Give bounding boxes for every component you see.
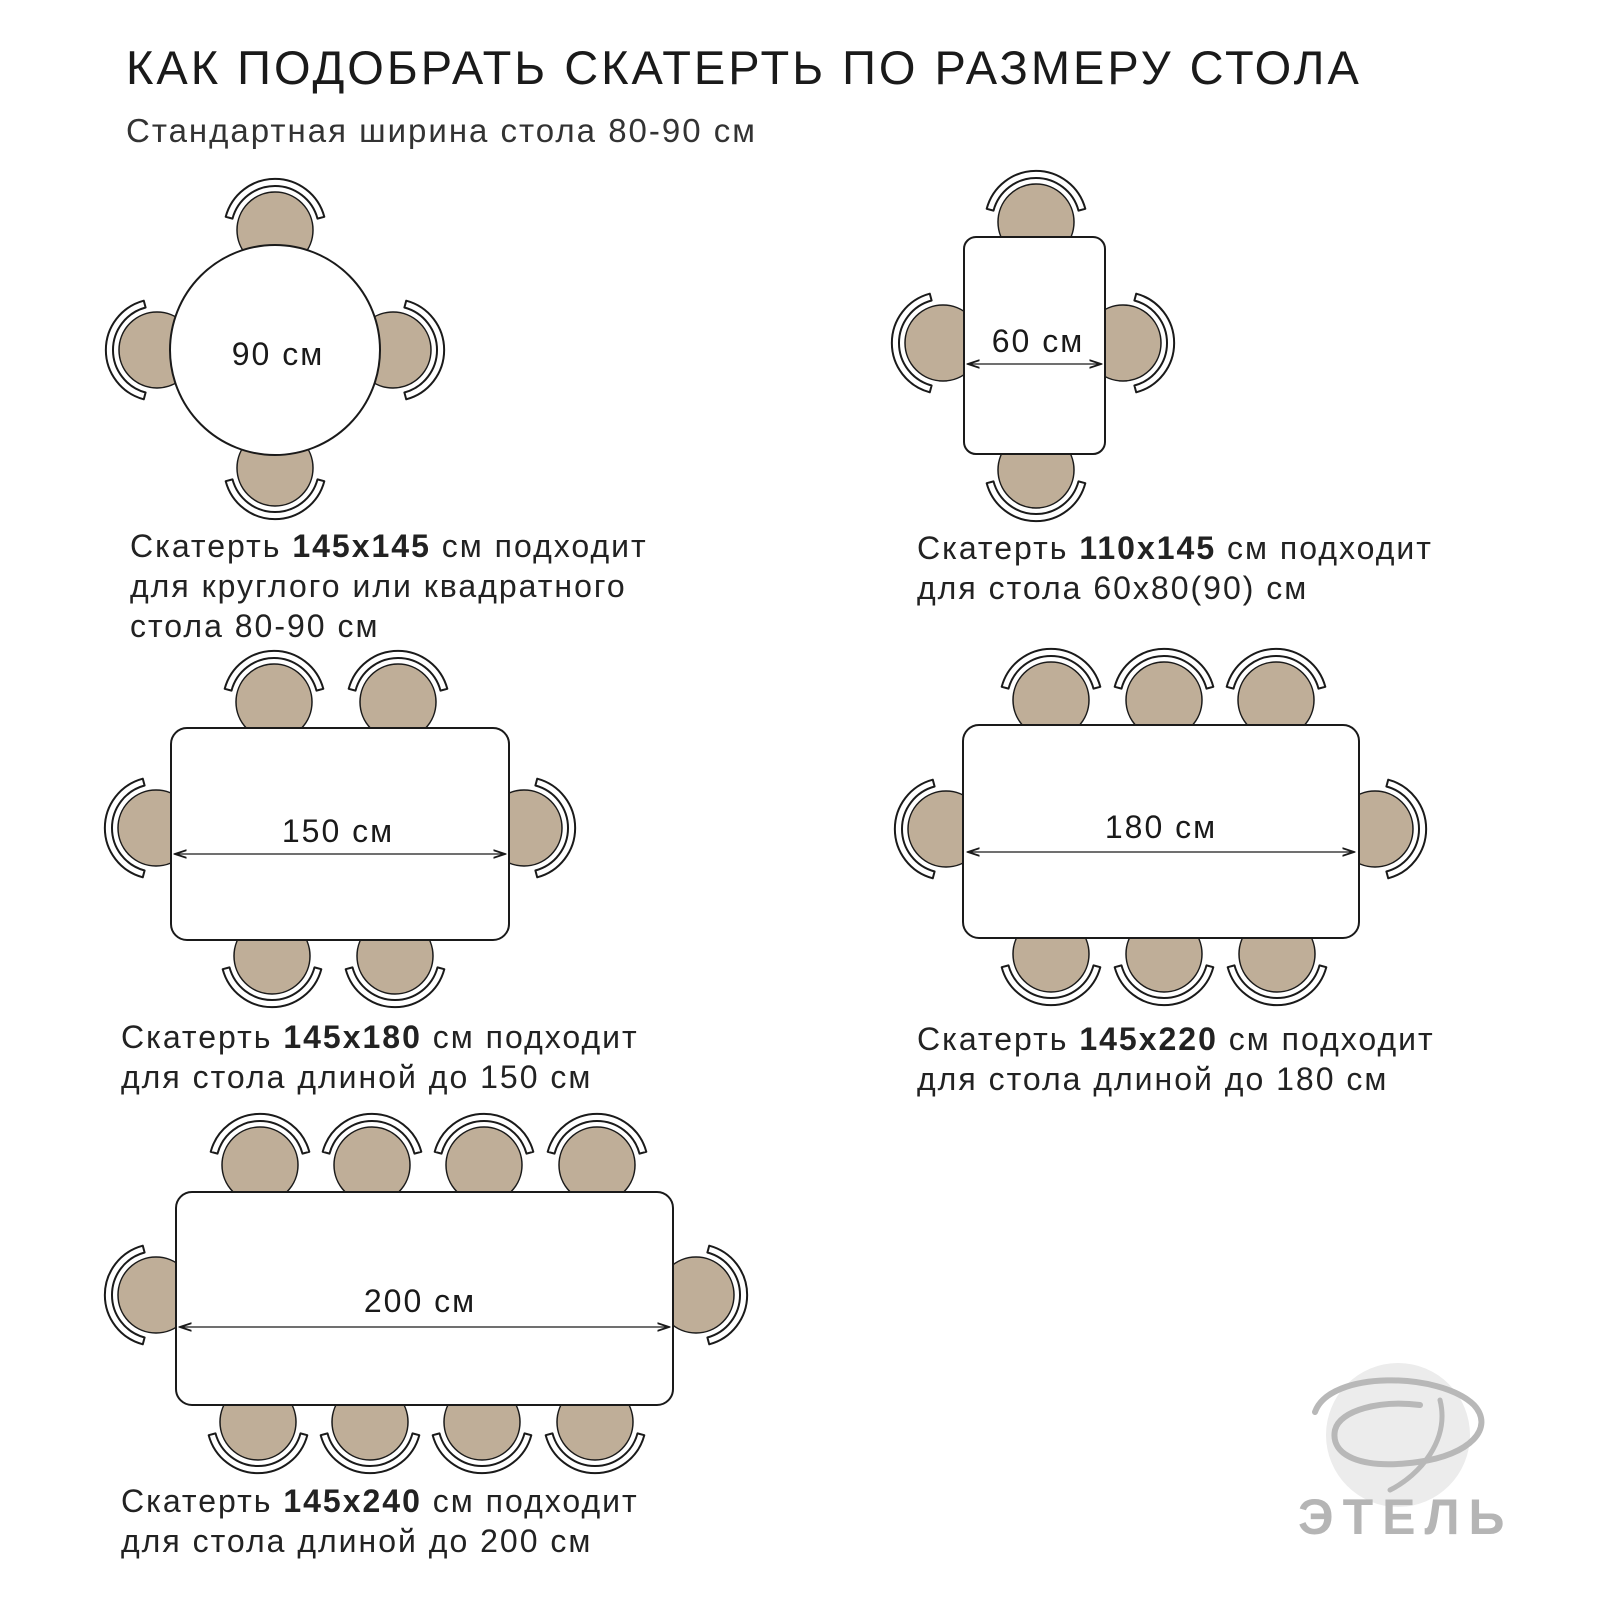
tablecloth-size: 110x145 — [1079, 530, 1217, 566]
medium-rect-table — [171, 728, 509, 940]
chair-icon — [548, 1114, 647, 1203]
caption-text: см подходит — [421, 1483, 639, 1519]
small-rect-table — [964, 237, 1105, 454]
caption-text: Скатерть — [917, 530, 1080, 566]
caption-text: см подходит — [430, 528, 648, 564]
caption-text: Скатерть — [130, 528, 293, 564]
caption-text: Скатерть — [917, 1021, 1080, 1057]
logo-mark — [1315, 1363, 1481, 1507]
large-rect-table-dimension: 180 см — [1104, 809, 1218, 845]
large-rect-table — [963, 725, 1359, 938]
caption-text: Скатерть — [121, 1019, 284, 1055]
medium-rect-table-dimension: 150 см — [281, 813, 395, 849]
tablecloth-size: 145x240 — [283, 1483, 422, 1519]
caption-text: для стола длиной до 150 см — [121, 1059, 593, 1095]
caption-round-table — [130, 526, 648, 646]
tablecloth-size: 145x180 — [283, 1019, 422, 1055]
chair-icon — [323, 1114, 422, 1203]
logo-wordmark: ЭТЕЛЬ — [1298, 1489, 1514, 1545]
caption-extra-large-rect-table — [121, 1481, 639, 1561]
extra-large-rect-table-dimension: 200 см — [363, 1283, 477, 1319]
caption-text: для стола 60x80(90) см — [917, 570, 1309, 606]
chair-icon — [225, 651, 324, 740]
caption-text: см подходит — [1217, 1021, 1435, 1057]
round-table-dimension: 90 см — [231, 336, 325, 372]
chair-icon — [211, 1114, 310, 1203]
page-title: КАК ПОДОБРАТЬ СКАТЕРТЬ ПО РАЗМЕРУ СТОЛА — [126, 41, 1362, 94]
chair-icon — [435, 1114, 534, 1203]
caption-medium-rect-table — [121, 1017, 639, 1097]
caption-text: для круглого или квадратного — [130, 568, 627, 604]
caption-small-rect-table — [917, 528, 1433, 608]
caption-text: см подходит — [1216, 530, 1433, 566]
tablecloth-size: 145x145 — [292, 528, 431, 564]
caption-large-rect-table — [917, 1019, 1435, 1099]
chair-icon — [349, 651, 448, 740]
round-table — [170, 245, 380, 455]
caption-text: см подходит — [421, 1019, 639, 1055]
caption-text: для стола длиной до 200 см — [121, 1523, 593, 1559]
caption-text: Скатерть — [121, 1483, 284, 1519]
caption-text: для стола длиной до 180 см — [917, 1061, 1389, 1097]
page-subtitle: Стандартная ширина стола 80-90 см — [126, 112, 757, 149]
small-rect-table-dimension: 60 см — [991, 323, 1085, 359]
tablecloth-size: 145x220 — [1079, 1021, 1218, 1057]
caption-text: стола 80-90 см — [130, 608, 380, 644]
extra-large-rect-table — [176, 1192, 673, 1405]
